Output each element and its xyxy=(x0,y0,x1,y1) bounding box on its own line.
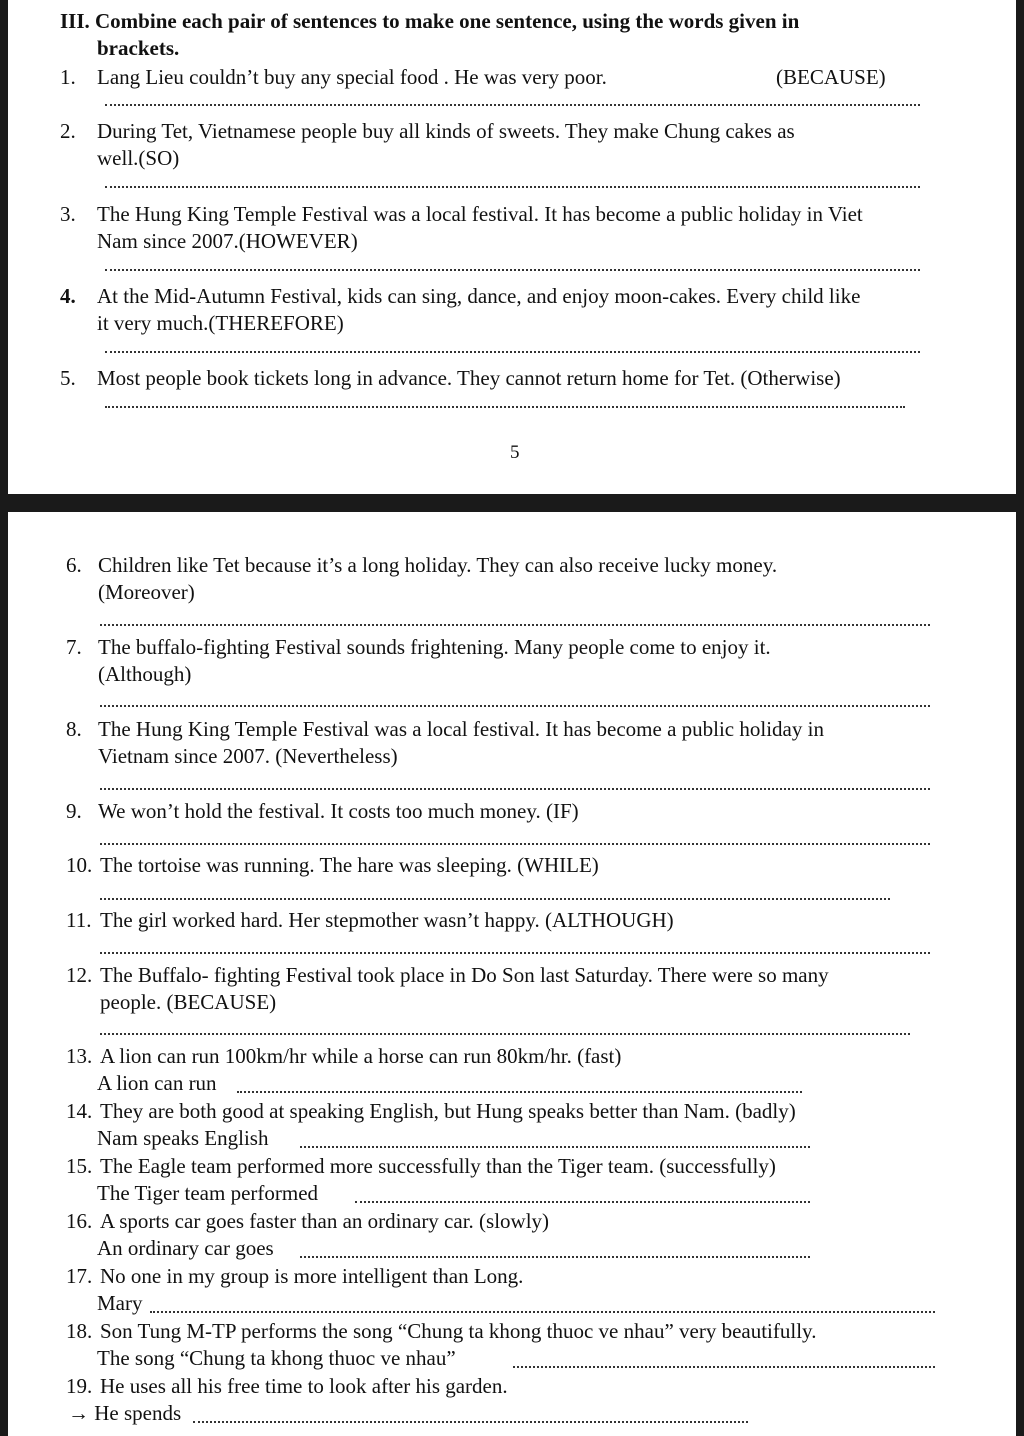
item-number: 11. xyxy=(66,908,92,932)
item-number: 1. xyxy=(60,65,76,89)
item-16-prompt: An ordinary car goes xyxy=(97,1236,274,1260)
item-1-sentence: Lang Lieu couldn’t buy any special food . He was very poor. xyxy=(97,65,607,89)
answer-line-8[interactable] xyxy=(100,788,930,790)
answer-line-4[interactable] xyxy=(105,351,920,353)
item-18-sentence: Son Tung M-TP performs the song “Chung ta khong thuoc ve nhau” very beautifully. xyxy=(100,1319,817,1343)
item-19-prompt: → He spends xyxy=(68,1401,182,1425)
item-17-prompt: Mary xyxy=(97,1291,143,1315)
item-11-sentence: The girl worked hard. Her stepmother wasn’t happy. (ALTHOUGH) xyxy=(100,908,674,932)
item-2-sentence-line-2: well.(SO) xyxy=(97,146,180,170)
item-2-sentence-line-1: During Tet, Vietnamese people buy all kinds of sweets. They make Chung cakes as xyxy=(97,119,795,143)
item-number: 3. xyxy=(60,202,76,226)
item-number: 2. xyxy=(60,119,76,143)
answer-line-7[interactable] xyxy=(100,705,930,707)
item-number: 18. xyxy=(66,1319,93,1343)
item-number: 14. xyxy=(66,1099,93,1123)
answer-line-12[interactable] xyxy=(100,1033,910,1035)
item-18-prompt: The song “Chung ta khong thuoc ve nhau” xyxy=(97,1346,456,1370)
item-6-sentence-line-2: (Moreover) xyxy=(98,580,195,604)
answer-line-5[interactable] xyxy=(105,406,905,408)
item-number: 4. xyxy=(60,284,76,308)
item-number: 5. xyxy=(60,366,76,390)
item-number: 13. xyxy=(66,1044,93,1068)
item-14-prompt: Nam speaks English xyxy=(97,1126,269,1150)
item-12-sentence-line-1: The Buffalo- fighting Festival took place in Do Son last Saturday. There were so many xyxy=(100,963,829,987)
item-3-sentence-line-2: Nam since 2007.(HOWEVER) xyxy=(97,229,358,253)
item-15-sentence: The Eagle team performed more successfully than the Tiger team. (successfully) xyxy=(100,1154,776,1178)
worksheet-page-top xyxy=(8,0,1016,494)
item-13-sentence: A lion can run 100km/hr while a horse can run 80km/hr. (fast) xyxy=(100,1044,622,1068)
answer-line-1[interactable] xyxy=(105,104,920,106)
item-number: 10. xyxy=(66,853,93,877)
item-number: 12. xyxy=(66,963,93,987)
answer-line-10[interactable] xyxy=(100,898,890,900)
answer-line-18[interactable] xyxy=(513,1366,935,1368)
section-title-line-1: III. Combine each pair of sentences to make one sentence, using the words given in xyxy=(60,9,800,33)
item-number: 19. xyxy=(66,1374,93,1398)
item-8-sentence-line-1: The Hung King Temple Festival was a local festival. It has become a public holiday in xyxy=(98,717,824,741)
item-19-sentence: He uses all his free time to look after his garden. xyxy=(100,1374,508,1398)
answer-line-13[interactable] xyxy=(237,1091,802,1093)
section-title-line-2: brackets. xyxy=(97,36,180,60)
item-6-sentence-line-1: Children like Tet because it’s a long holiday. They can also receive lucky money. xyxy=(98,553,778,577)
item-number: 6. xyxy=(66,553,82,577)
answer-line-16[interactable] xyxy=(300,1256,810,1258)
item-number: 16. xyxy=(66,1209,93,1233)
item-4-sentence-line-2: it very much.(THEREFORE) xyxy=(97,311,344,335)
answer-line-19[interactable] xyxy=(193,1421,748,1423)
item-17-sentence: No one in my group is more intelligent than Long. xyxy=(100,1264,524,1288)
answer-line-6[interactable] xyxy=(100,624,930,626)
answer-line-2[interactable] xyxy=(105,186,920,188)
item-14-sentence: They are both good at speaking English, but Hung speaks better than Nam. (badly) xyxy=(100,1099,796,1123)
item-9-sentence: We won’t hold the festival. It costs too much money. (IF) xyxy=(98,799,579,823)
page-divider xyxy=(0,494,1024,512)
answer-line-17[interactable] xyxy=(150,1311,935,1313)
answer-line-3[interactable] xyxy=(105,269,920,271)
item-13-prompt: A lion can run xyxy=(97,1071,217,1095)
item-number: 17. xyxy=(66,1264,93,1288)
item-number: 15. xyxy=(66,1154,93,1178)
left-frame-edge xyxy=(0,0,8,1436)
right-frame-edge xyxy=(1016,0,1024,1436)
item-10-sentence: The tortoise was running. The hare was sleeping. (WHILE) xyxy=(100,853,599,877)
item-number: 7. xyxy=(66,635,82,659)
answer-line-15[interactable] xyxy=(355,1201,810,1203)
item-4-sentence-line-1: At the Mid-Autumn Festival, kids can sing, dance, and enjoy moon-cakes. Every child like xyxy=(97,284,861,308)
item-16-sentence: A sports car goes faster than an ordinary car. (slowly) xyxy=(100,1209,550,1233)
worksheet-page-bottom xyxy=(8,512,1016,1436)
item-1-hint: (BECAUSE) xyxy=(776,65,886,89)
item-number: 9. xyxy=(66,799,82,823)
item-15-prompt: The Tiger team performed xyxy=(97,1181,319,1205)
answer-line-11[interactable] xyxy=(100,952,930,954)
item-number: 8. xyxy=(66,717,82,741)
page-number: 5 xyxy=(510,442,520,463)
item-7-sentence-line-2: (Although) xyxy=(98,662,192,686)
item-12-sentence-line-2: people. (BECAUSE) xyxy=(100,990,277,1014)
answer-line-9[interactable] xyxy=(100,843,930,845)
item-3-sentence-line-1: The Hung King Temple Festival was a local festival. It has become a public holiday in Viet xyxy=(97,202,863,226)
answer-line-14[interactable] xyxy=(300,1146,810,1148)
item-7-sentence-line-1: The buffalo-fighting Festival sounds frightening. Many people come to enjoy it. xyxy=(98,635,771,659)
item-8-sentence-line-2: Vietnam since 2007. (Nevertheless) xyxy=(98,744,398,768)
item-5-sentence: Most people book tickets long in advance. They cannot return home for Tet. (Otherwise) xyxy=(97,366,841,390)
